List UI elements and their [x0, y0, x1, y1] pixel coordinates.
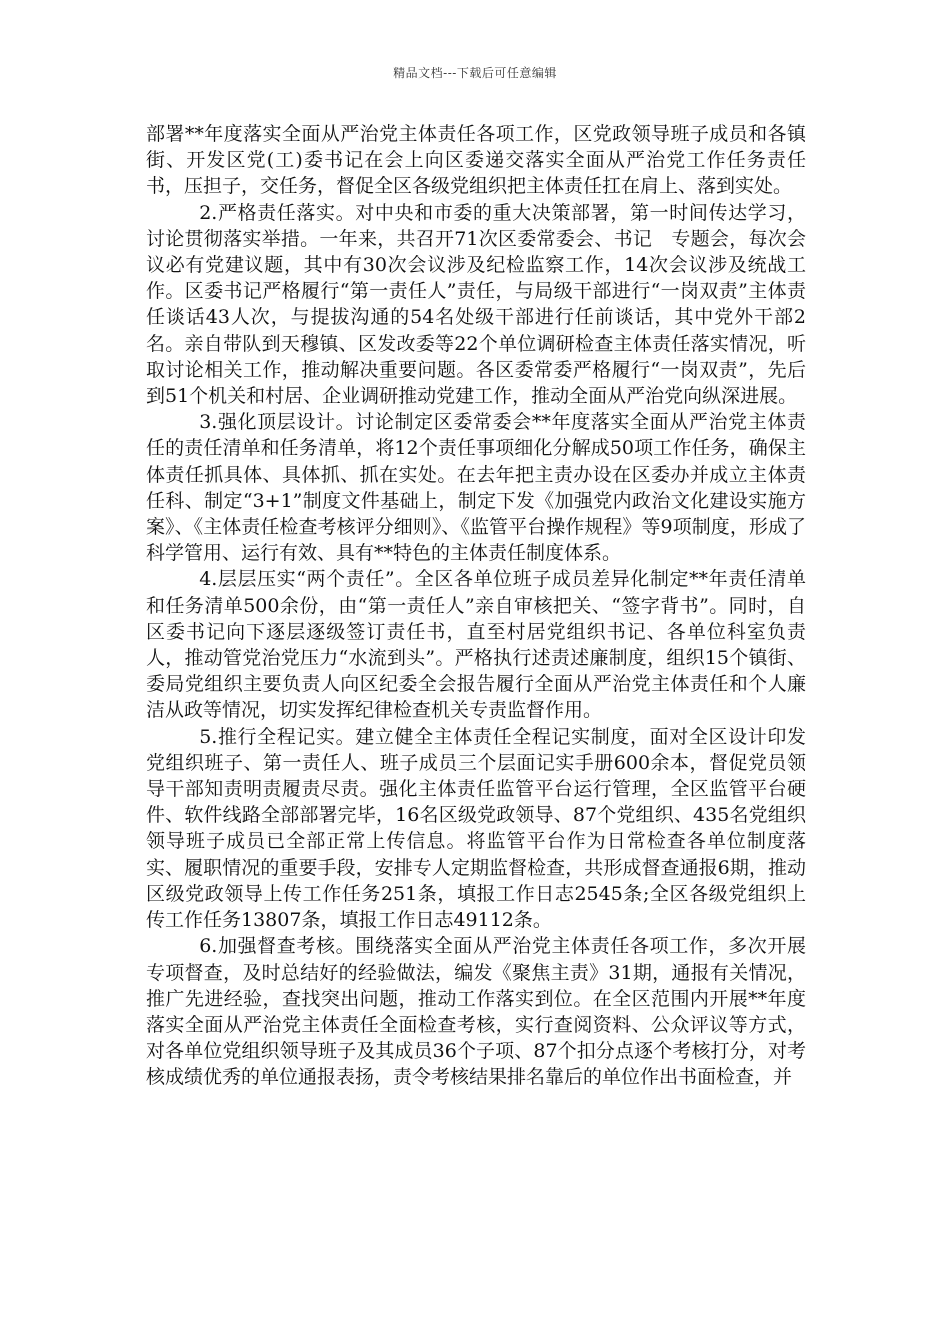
paragraph-full-process-record: 5.推行全程记实。建立健全主体责任全程记实制度，面对全区设计印发党组织班子、第一责任人、班子成员三个层面记实手册600余本，督促党员领导干部知责明责履责尽责。强化主体责任监管平台运行管理，全区监管平台硬件、软件线路全部部署完毕，16名区级党政领导、87个党组织、435名党组织领导班子成员已全部正常上传信息。将监管平台作为日常检查各单位制度落实、履职情况的重要手段，安排专人定期监督检查，共形成督查通报6期，推动区级党政领导上传工作任务251条，填报工作日志2545条;全区各级党组织上传工作任务13807条，填报工作日志49112条。 [146, 725, 806, 932]
document-body [146, 121, 806, 1091]
page-header: 精品文档---下载后可任意编辑 [393, 66, 557, 80]
paragraph-top-level-design: 3.强化顶层设计。讨论制定区委常委会**年度落实全面从严治党主体责任的责任清单和任务清单，将12个责任事项细化分解成50项工作任务，确保主体责任抓具体、具体抓、抓在实处。在去年把主责办设在区委办并成立主体责任科、制定“3+1”制度文件基础上，制定下发《加强党内政治文化建设实施方案》、《主体责任检查考核评分细则》、《监管平台操作规程》等9项制度，形成了科学管用、运行有效、具有**特色的主体责任制度体系。 [146, 411, 806, 565]
paragraph-two-responsibilities: 4.层层压实“两个责任”。全区各单位班子成员差异化制定**年责任清单和任务清单500余份，由“第一责任人”亲自审核把关、“签字背书”。同时，自区委书记向下逐层逐级签订责任书，直至村居党组织书记、各单位科室负责人，推动管党治党压力“水流到头”。严格执行述责述廉制度，组织15个镇街、委局党组织主要负责人向区纪委全会报告履行全面从严治党主体责任和个人廉洁从政等情况，切实发挥纪律检查机关专责监督作用。 [146, 568, 806, 722]
paragraph-continuation: 部署**年度落实全面从严治党主体责任各项工作，区党政领导班子成员和各镇街、开发区党(工)委书记在会上向区委递交落实全面从严治党工作任务责任书，压担子，交任务，督促全区各级党组织把主体责任扛在肩上、落到实处。 [146, 123, 806, 198]
paragraph-supervision-assessment: 6.加强督查考核。围绕落实全面从严治党主体责任各项工作，多次开展专项督查，及时总结好的经验做法，编发《聚焦主责》31期，通报有关情况，推广先进经验，查找突出问题，推动工作落实到位。在全区范围内开展**年度落实全面从严治党主体责任全面检查考核，实行查阅资料、公众评议等方式，对各单位党组织领导班子及其成员36个子项、87个扣分点逐个考核打分，对考核成绩优秀的单位通报表扬，责令考核结果排名靠后的单位作出书面检查，并 [146, 935, 806, 1089]
paragraph-responsibility-implementation: 2.严格责任落实。对中央和市委的重大决策部署，第一时间传达学习，讨论贯彻落实举措。一年来，共召开71次区委常委会、书记 专题会，每次会议必有党建议题，其中有30次会议涉及纪检监察工作，14次会议涉及统战工作。区委书记严格履行“第一责任人”责任，与局级干部进行“一岗双责”主体责任谈话43人次，与提拔沟通的54名处级干部进行任前谈话，其中党外干部2名。亲自带队到天穆镇、区发改委等22个单位调研检查主体责任落实情况，听取讨论相关工作，推动解决重要问题。各区委常委严格履行“一岗双责”，先后到51个机关和村居、企业调研推动党建工作，推动全面从严治党向纵深进展。 [146, 201, 806, 408]
